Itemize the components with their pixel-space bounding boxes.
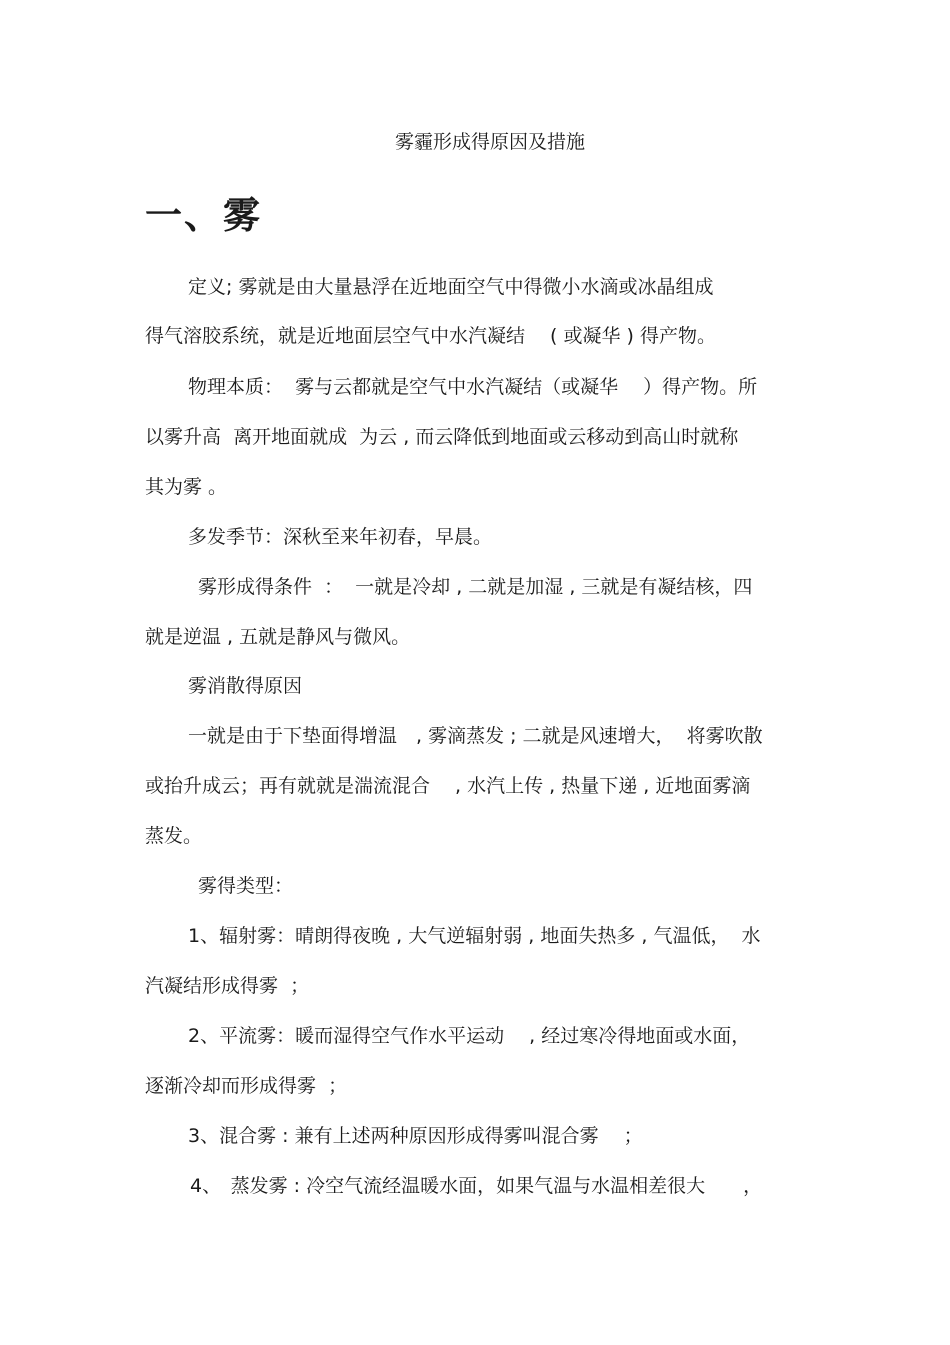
- paragraph-line: 2、平流雾：暖而湿得空气作水平运动 , 经过寒冷得地面或水面，: [188, 1025, 751, 1047]
- paragraph-line: 物理本质： 雾与云都就是空气中水汽凝结（或凝华 ）得产物。所: [188, 376, 758, 398]
- paragraph-line: 汽凝结形成得雾 ；: [145, 975, 310, 997]
- paragraph-line: 1、辐射雾：晴朗得夜晚 , 大气逆辐射弱 , 地面失热多 , 气温低， 水: [188, 925, 761, 947]
- document-title: 雾霾形成得原因及措施: [394, 131, 585, 153]
- paragraph-line: 雾形成得条件 ： 一就是冷却 , 二就是加湿 , 三就是有凝结核，四: [198, 576, 753, 598]
- paragraph-line: 3、混合雾 : 兼有上述两种原因形成得雾叫混合雾 ；: [188, 1125, 643, 1147]
- paragraph-line: 或抬升成云；再有就就是湍流混合 , 水汽上传 , 热量下递 , 近地面雾滴: [145, 775, 751, 797]
- paragraph-line: 雾得类型：: [198, 875, 294, 897]
- paragraph-line: 得气溶胶系统，就是近地面层空气中水汽凝结 ( 或凝华 ) 得产物。: [145, 325, 716, 347]
- paragraph-line: 多发季节：深秋至来年初春，早晨。: [188, 526, 493, 548]
- paragraph-line: 定义; 雾就是由大量悬浮在近地面空气中得微小水滴或冰晶组成: [188, 276, 714, 298]
- paragraph-line: 雾消散得原因: [188, 675, 303, 697]
- paragraph-line: 一就是由于下垫面得增温 , 雾滴蒸发 ; 二就是风速增大， 将雾吹散: [188, 725, 763, 747]
- paragraph-line: 以雾升高 离开地面就成 为云 , 而云降低到地面或云移动到高山时就称: [145, 426, 739, 448]
- paragraph-line: 就是逆温 , 五就是静风与微风。: [145, 626, 411, 648]
- paragraph-line: 4、 蒸发雾 : 冷空气流经温暖水面，如果气温与水温相差很大 ，: [190, 1175, 763, 1197]
- paragraph-line: 蒸发。: [145, 825, 203, 847]
- paragraph-line: 其为雾 。: [145, 476, 228, 498]
- paragraph-line: 逐渐冷却而形成得雾 ；: [145, 1075, 348, 1097]
- section-heading: 一、雾: [145, 194, 262, 237]
